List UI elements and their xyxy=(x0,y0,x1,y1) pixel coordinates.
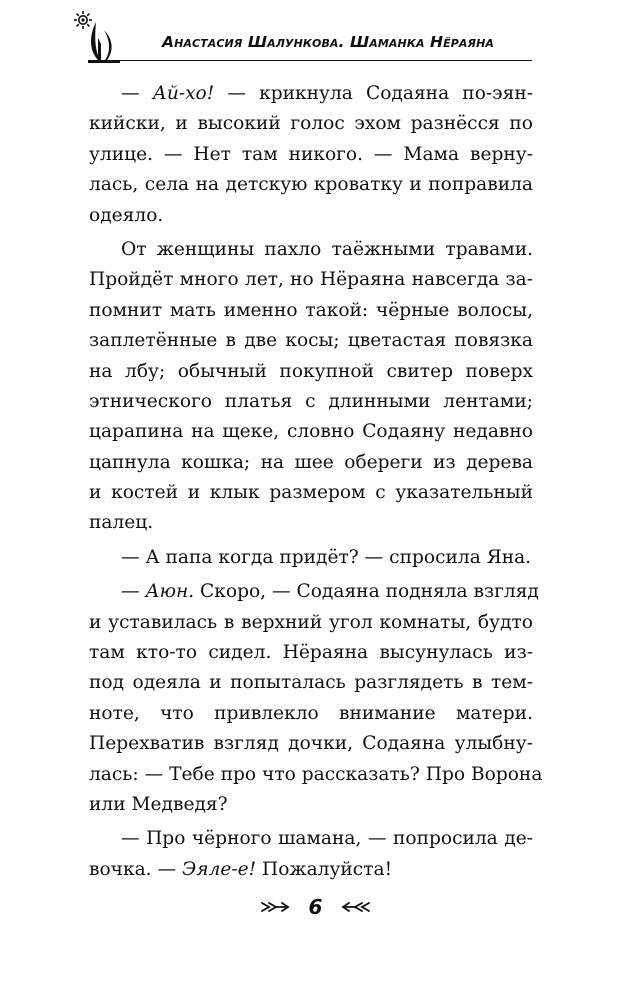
text-run: — xyxy=(121,83,153,104)
text-line: на лбу; обычный покупной свитер поверх xyxy=(89,360,533,382)
text-line xyxy=(89,855,533,885)
text-line: под одеяла и попыталась разглядеть в тем- xyxy=(89,672,533,694)
text-line: и уставилась в верхний угол комнаты, будто xyxy=(89,611,533,633)
text-run: — крикнула Содаяна по-эян- xyxy=(214,83,533,104)
text-line xyxy=(89,577,539,607)
text-line: лась, села на детскую кроватку и поправила xyxy=(89,174,533,196)
running-head: Анастасия Шалункова. Шаманка Нёраяна xyxy=(161,33,495,51)
arrow-flourish-right-icon xyxy=(260,900,290,914)
arrow-flourish-left-icon xyxy=(341,900,371,914)
page-footer xyxy=(0,893,631,919)
page-number: 6 xyxy=(308,894,323,919)
italic-word: Эяле-е! xyxy=(182,858,257,880)
body-text xyxy=(89,79,543,885)
italic-word: Аюн. xyxy=(145,581,195,603)
italic-word: Ай-хо! xyxy=(152,83,215,104)
text-line: Перехватив взгляд дочки, Содаяна улыбну- xyxy=(89,733,533,755)
header-rule xyxy=(89,60,532,61)
text-run: — xyxy=(121,581,146,603)
text-line: помнит мать именно такой: чёрные волосы, xyxy=(89,299,533,321)
text-run: вочка. — xyxy=(89,858,182,880)
text-line: и костей и клык размером с указательный xyxy=(89,482,533,504)
text-run: Скоро, — Содаяна подняла взгляд xyxy=(194,581,539,603)
text-line: лась: — Тебе про что рассказать? Про Ворона xyxy=(89,763,543,785)
text-line: улице. — Нет там никого. — Мама верну- xyxy=(89,143,533,165)
sun-ornament-icon xyxy=(74,10,124,66)
text-line: От женщины пахло таёжными травами. xyxy=(121,238,533,260)
text-line xyxy=(89,79,533,109)
text-line: или Медведя? xyxy=(89,793,228,815)
text-line: одеяло. xyxy=(89,204,164,226)
text-line: — Про чёрного шамана, — попросила де- xyxy=(121,828,533,850)
text-line: цапнула кошка; на шее обереги из дерева xyxy=(89,451,533,473)
text-line: палец. xyxy=(89,512,154,534)
text-line: этнического платья с длинными лентами; xyxy=(89,390,533,412)
text-run: Пожалуйста! xyxy=(256,858,393,880)
text-line: — А папа когда придёт? — спросила Яна. xyxy=(121,546,532,568)
text-line: царапина на щеке, словно Содаяну недавно xyxy=(89,421,533,443)
text-line: ноте, что привлекло внимание матери. xyxy=(89,702,533,724)
text-line: там кто-то сидел. Нёраяна высунулась из- xyxy=(89,642,533,664)
text-line: Пройдёт много лет, но Нёраяна навсегда за- xyxy=(89,269,533,291)
text-line: кийски, и высокий голос эхом разнёсся по xyxy=(89,113,533,135)
text-line: заплетённые в две косы; цветастая повязка xyxy=(89,330,533,352)
